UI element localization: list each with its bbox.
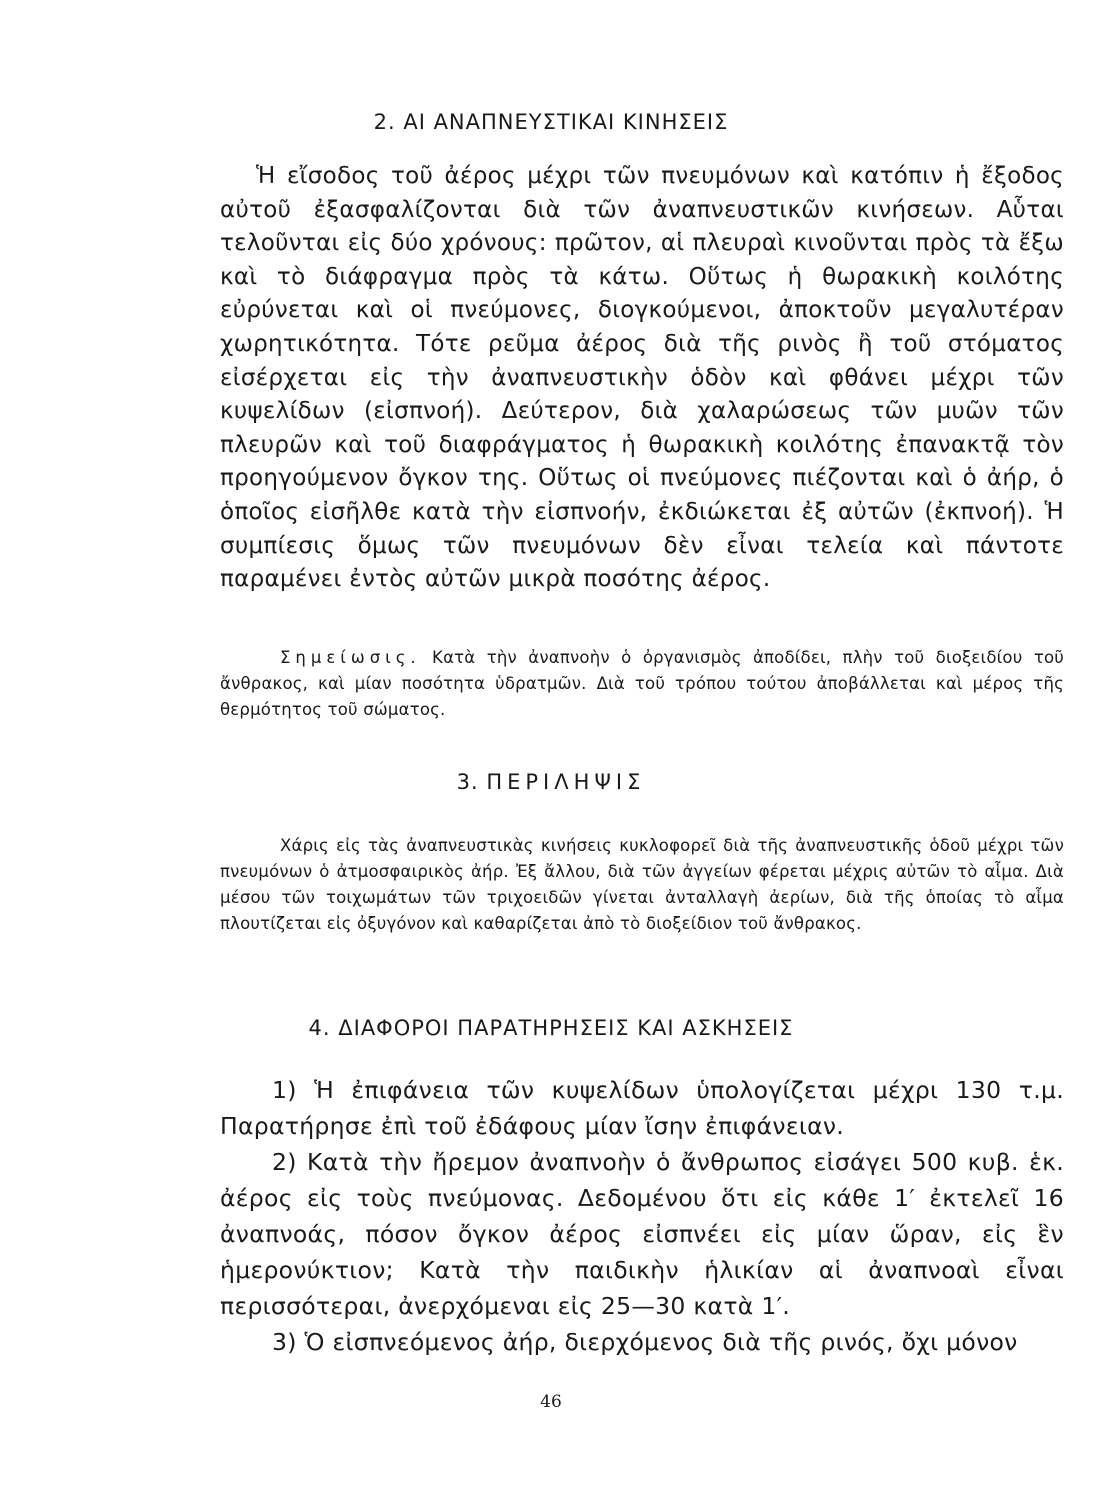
note-text: Κατὰ τὴν ἀναπνοὴν ὁ ὀργανισμὸς ἀποδίδει, πλὴν τοῦ διοξειδίου τοῦ ἄνθρακος, καὶ μίαν ποσότητα ὑδρατμῶν. Διὰ τοῦ τρόπου τούτου ἀποβάλλεται καὶ μέρος τῆς θερμότητος τοῦ σώματος. xyxy=(220,648,1064,719)
section-3-number: 3. xyxy=(456,770,479,794)
note-label: Σημείωσις. xyxy=(280,648,421,667)
section-2-body: Ἡ εἴσοδος τοῦ ἀέρος μέχρι τῶν πνευμόνων καὶ κατόπιν ἡ ἔξοδος αὐτοῦ ἐξασφαλίζονται διὰ τῶν ἀναπνευστικῶν κινήσεων. Αὗται τελοῦνται εἰς δύο χρόνους: πρῶτον, αἱ πλευραὶ κινοῦνται πρὸς τὰ ἔξω καὶ τὸ διάφραγμα πρὸς τὰ κάτω. Οὕτως ἡ θωρακικὴ κοιλότης εὐρύνεται καὶ οἱ πνεύμονες, διογκούμενοι, ἀποκτοῦν μεγαλυτέραν χωρητικότητα. Τότε ρεῦμα ἀέρος διὰ τῆς ρινὸς ἢ τοῦ στόματος εἰσέρχεται εἰς τὴν ἀναπνευστικὴν ὁδὸν καὶ φθάνει μέχρι τῶν κυψελίδων (εἰσπνοή). Δεύτερον, διὰ χαλαρώσεως τῶν μυῶν τῶν πλευρῶν καὶ τοῦ διαφράγματος ἡ θωρακικὴ κοιλότης ἐπανακτᾷ τὸν προηγούμενον ὄγκον της. Οὕτως οἱ πνεύμονες πιέζονται καὶ ὁ ἀήρ, ὁ ὁποῖος εἰσῆλθε κατὰ τὴν εἰσπνοήν, ἐκδιώκεται ἐξ αὐτῶν (ἐκπνοή). Ἡ συμπίεσις ὅμως τῶν πνευμόνων δὲν εἶναι τελεία καὶ πάντοτε παραμένει ἐντὸς αὐτῶν μικρὰ ποσότης ἀέρος. xyxy=(220,163,1064,593)
section-2-note xyxy=(220,645,1064,723)
page-number: 46 xyxy=(540,1392,562,1412)
section-4-heading: 4. ΔΙΑΦΟΡΟΙ ΠΑΡΑΤΗΡΗΣΕΙΣ ΚΑΙ ΑΣΚΗΣΕΙΣ xyxy=(308,1016,794,1040)
exercise-3: 3) Ὁ εἰσπνεόμενος ἀήρ, διερχόμενος διὰ τῆς ρινός, ὄχι μόνον xyxy=(272,1328,1018,1356)
section-3-title: ΠΕΡΙΛΗΨΙΣ xyxy=(486,770,646,794)
section-2-heading: 2. ΑΙ ΑΝΑΠΝΕΥΣΤΙΚΑΙ ΚΙΝΗΣΕΙΣ xyxy=(373,110,729,134)
section-3-heading xyxy=(0,770,1102,794)
section-3-body: Χάρις εἰς τὰς ἀναπνευστικὰς κινήσεις κυκλοφορεῖ διὰ τῆς ἀναπνευστικῆς ὁδοῦ μέχρι τῶν πνευμόνων ὁ ἀτμοσφαιρικὸς ἀήρ. Ἐξ ἄλλου, διὰ τῶν ἀγγείων φέρεται μέχρις αὐτῶν τὸ αἷμα. Διὰ μέσου τῶν τοιχωμάτων τῶν τριχοειδῶν γίνεται ἀνταλλαγὴ ἀερίων, διὰ τῆς ὁποίας τὸ αἷμα πλουτίζεται εἰς ὀξυγόνον καὶ καθαρίζεται ἀπὸ τὸ διοξείδιον τοῦ ἄνθρακος. xyxy=(220,836,1064,933)
exercise-1: 1) Ἡ ἐπιφάνεια τῶν κυψελίδων ὑπολογίζεται μέχρι 130 τ.μ. Παρατήρησε ἐπὶ τοῦ ἐδάφους μίαν ἴσην ἐπιφάνειαν. xyxy=(220,1076,1064,1140)
exercise-2: 2) Κατὰ τὴν ἤρεμον ἀναπνοὴν ὁ ἄνθρωπος εἰσάγει 500 κυβ. ἑκ. ἀέρος εἰς τοὺς πνεύμονας. Δεδομένου ὅτι εἰς κάθε 1′ ἐκτελεῖ 16 ἀναπνοάς, πόσον ὄγκον ἀέρος εἰσπνέει εἰς μίαν ὥραν, εἰς ἓν ἡμερονύκτιον; Κατὰ τὴν παιδικὴν ἡλικίαν αἱ ἀναπνοαὶ εἶναι περισσότεραι, ἀνερχόμεναι εἰς 25—30 κατὰ 1′. xyxy=(220,1148,1064,1320)
